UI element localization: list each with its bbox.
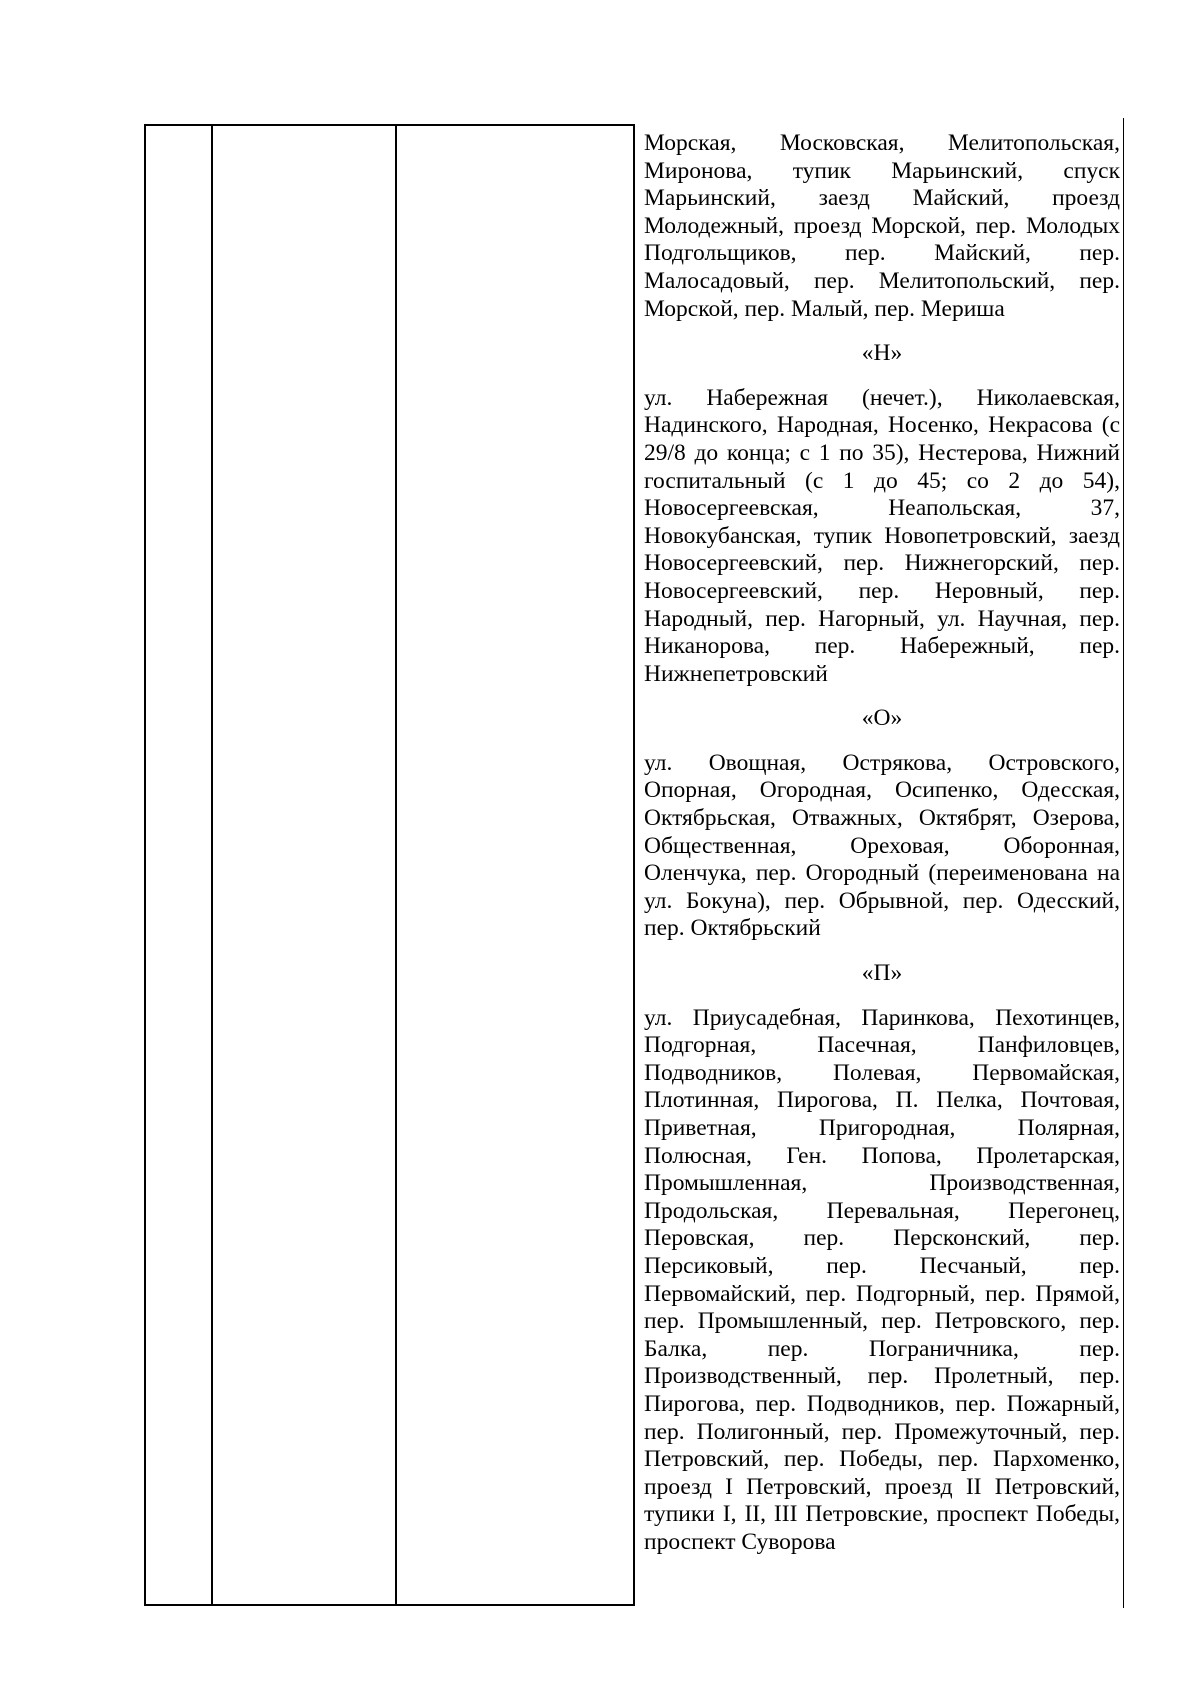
table-top-border xyxy=(145,124,634,126)
table-column-border-3 xyxy=(395,124,397,1606)
letter-heading-n: «Н» xyxy=(861,340,903,367)
letter-heading-o: «О» xyxy=(861,705,903,732)
table-bottom-border xyxy=(145,1604,634,1606)
street-list-o: ул. Овощная, Острякова, Островского, Опорная, Огородная, Осипенко, Одесская, Октябрьская, Отважных, Октябрят, Озерова, Общественная, Ореховая, Оборонная, Оленчука, пер. Огородный (переименована на ул. Бокуна), пер. Обрывной, пер. Одесский, пер. Октябрьский xyxy=(644,749,1120,942)
table-column-border-4 xyxy=(633,124,635,1606)
table-right-border xyxy=(1123,118,1124,1608)
table-column-border-2 xyxy=(211,124,213,1606)
letter-heading-p: «П» xyxy=(861,960,903,987)
street-list-n: ул. Набережная (нечет.), Николаевская, Надинского, Народная, Носенко, Некрасова (с 29/8 до конца; с 1 по 35), Нестерова, Нижний госпитальный (с 1 до 45; со 2 до 54), Новосергеевская, Неапольская, 37, Новокубанская, тупик Новопетровский, заезд Новосергеевский, пер. Нижнегорский, пер. Новосергеевский, пер. Неровный, пер. Народный, пер. Нагорный, ул. Научная, пер. Никанорова, пер. Набережный, пер. Нижнепетровский xyxy=(644,384,1120,687)
street-list-cell xyxy=(644,130,1120,1557)
street-list-p: ул. Приусадебная, Паринкова, Пехотинцев, Подгорная, Пасечная, Панфиловцев, Подводников, Полевая, Первомайская, Плотинная, Пирогова, П. Пелка, Почтовая, Приветная, Пригородная, Полярная, Полюсная, Ген. Попова, Пролетарская, Промышленная, Производственная, Продольская, Перевальная, Перегонец, Перовская, пер. Персконский, пер. Персиковый, пер. Песчаный, пер. Первомайский, пер. Подгорный, пер. Прямой, пер. Промышленный, пер. Петровского, пер. Балка, пер. Пограничника, пер. Производственный, пер. Пролетный, пер. Пирогова, пер. Подводников, пер. Пожарный, пер. Полигонный, пер. Промежуточный, пер. Петровский, пер. Победы, пер. Пархоменко, проезд I Петровский, проезд II Петровский, тупики I, II, III Петровские, проспект Победы, проспект Суворова xyxy=(644,1004,1120,1555)
table-column-border-1 xyxy=(144,124,146,1606)
street-list-m: Морская, Московская, Мелитопольская, Миронова, тупик Марьинский, спуск Марьинский, заезд Майский, проезд Молодежный, проезд Морской, пер. Молодых Подгольщиков, пер. Майский, пер. Малосадовый, пер. Мелитопольский, пер. Морской, пер. Малый, пер. Мериша xyxy=(644,130,1120,322)
